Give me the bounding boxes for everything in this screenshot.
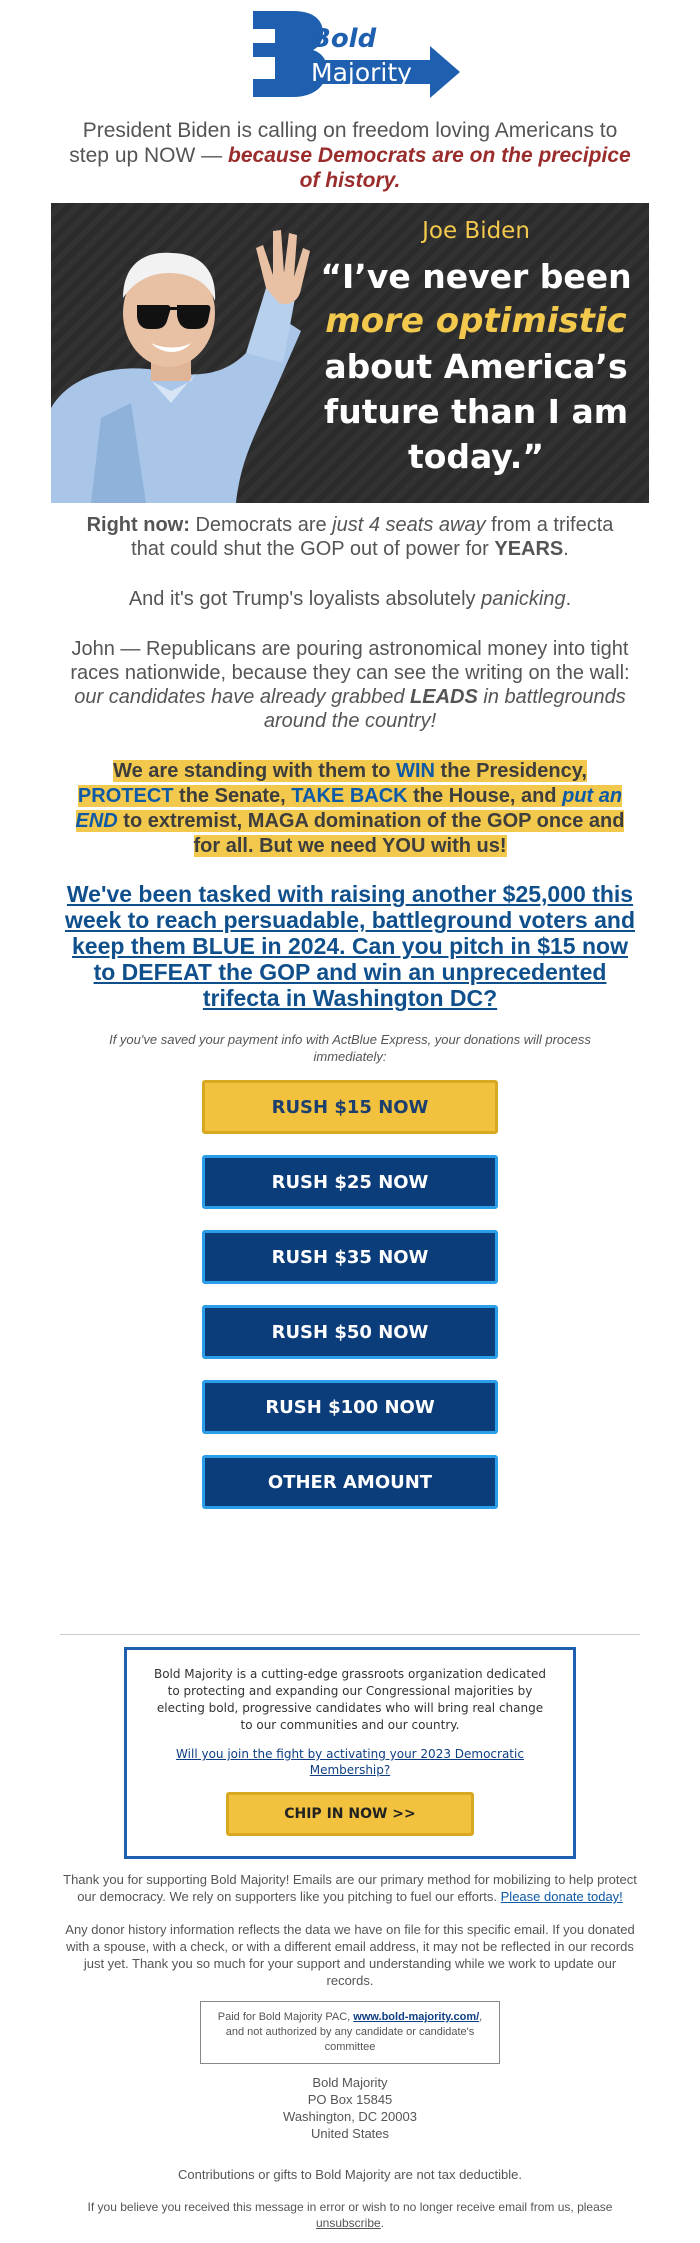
rush-50-button[interactable]: RUSH $50 NOW (202, 1305, 498, 1359)
quote-line-4: future than I am (323, 392, 629, 431)
tax-disclaimer: Contributions or gifts to Bold Majority are not tax deductible. (178, 2167, 522, 2182)
thanks-paragraph: Thank you for supporting Bold Majority! Emails are our primary method for mobilizing to help protect our democracy. We rely on supporters like you pitching to fuel our efforts. Please donate today! (63, 1872, 637, 1904)
hero-banner[interactable] (51, 203, 649, 503)
paid-for-disclaimer: Paid for Bold Majority PAC, www.bold-majority.com/, and not authorized by any candidate or candidate's committee (200, 2001, 500, 2064)
other-amount-button[interactable]: OTHER AMOUNT (202, 1455, 498, 1509)
quote-line-5: today.” (407, 437, 545, 476)
unsubscribe-link[interactable]: unsubscribe (315, 2216, 381, 2230)
paragraph-right-now: Right now: Democrats are just 4 seats away from a trifecta that could shut the GOP out of power for YEARS. (86, 514, 614, 560)
intro-emphasis: because Democrats are on the precipice of history. (228, 144, 631, 192)
paragraph-panicking: And it's got Trump's loyalists absolutely panicking. (128, 588, 572, 610)
quote-line-3: about America’s (324, 347, 628, 386)
donation-ask-link[interactable]: We've been tasked with raising another $25,000 this week to reach persuadable, battleground voters and keep them BLUE in 2024. Can you pitch in $15 now to DEFEAT the GOP and win an unprecedented trifecta in Washington DC? (64, 881, 636, 1011)
donor-history-paragraph: Any donor history information reflects the data we have on file for this specific email. If you donated with a spouse, with a check, or with a different email address, it may not be reflected in our records just yet. Thank you so much for your support and understanding while we work to update our records. (65, 1922, 635, 1988)
rush-100-button[interactable]: RUSH $100 NOW (202, 1380, 498, 1434)
rush-35-button[interactable]: RUSH $35 NOW (202, 1230, 498, 1284)
membership-box (124, 1647, 576, 1859)
unsubscribe-paragraph: If you believe you received this message in error or wish to no longer receive email from us, please unsubscribe. (87, 2200, 613, 2230)
hero-name: Joe Biden (422, 218, 530, 244)
mailing-address: Bold Majority PO Box 15845 Washington, DC 20003 United States (283, 2075, 417, 2141)
chip-in-now-button[interactable]: CHIP IN NOW >> (226, 1792, 474, 1836)
intro-text (60, 118, 640, 193)
paragraph-republicans: John — Republicans are pouring astronomical money into tight races nationwide, because they can see the writing on the wall: our candidates have already grabbed LEADS in battlegrounds around the country! (70, 638, 630, 732)
rush-25-button[interactable]: RUSH $25 NOW (202, 1155, 498, 1209)
logo-word-majority: Majority (311, 58, 412, 87)
hero-quote (306, 254, 646, 479)
intro-lead: President Biden is calling on freedom loving Americans to step up NOW — (69, 119, 618, 167)
hero-quote-block (306, 218, 646, 479)
organization-description: Bold Majority is a cutting-edge grassroots organization dedicated to protecting and expanding our Congressional majorities by electing bold, progressive candidates who will bring real change to our communities and our country. (153, 1667, 547, 1732)
logo-word-bold: Bold (311, 24, 377, 54)
actblue-express-note: If you've saved your payment info with ActBlue Express, your donations will process immediately: (109, 1032, 591, 1064)
rush-15-button[interactable]: RUSH $15 NOW (202, 1080, 498, 1134)
quote-highlight: more optimistic (325, 301, 627, 341)
quote-line-1: “I’ve never been (320, 257, 632, 296)
donate-today-link[interactable]: Please donate today! (500, 1889, 623, 1904)
membership-link[interactable]: Will you join the fight by activating your 2023 Democratic Membership? (176, 1747, 524, 1777)
highlighted-paragraph: We are standing with them to WIN the Presidency, PROTECT the Senate, TAKE BACK the House, and put an END to extremist, MAGA domination of the GOP once and for all. But we need YOU with us! (75, 760, 625, 857)
bold-majority-logo[interactable] (235, 5, 465, 110)
website-link[interactable]: www.bold-majority.com/ (353, 2011, 480, 2023)
